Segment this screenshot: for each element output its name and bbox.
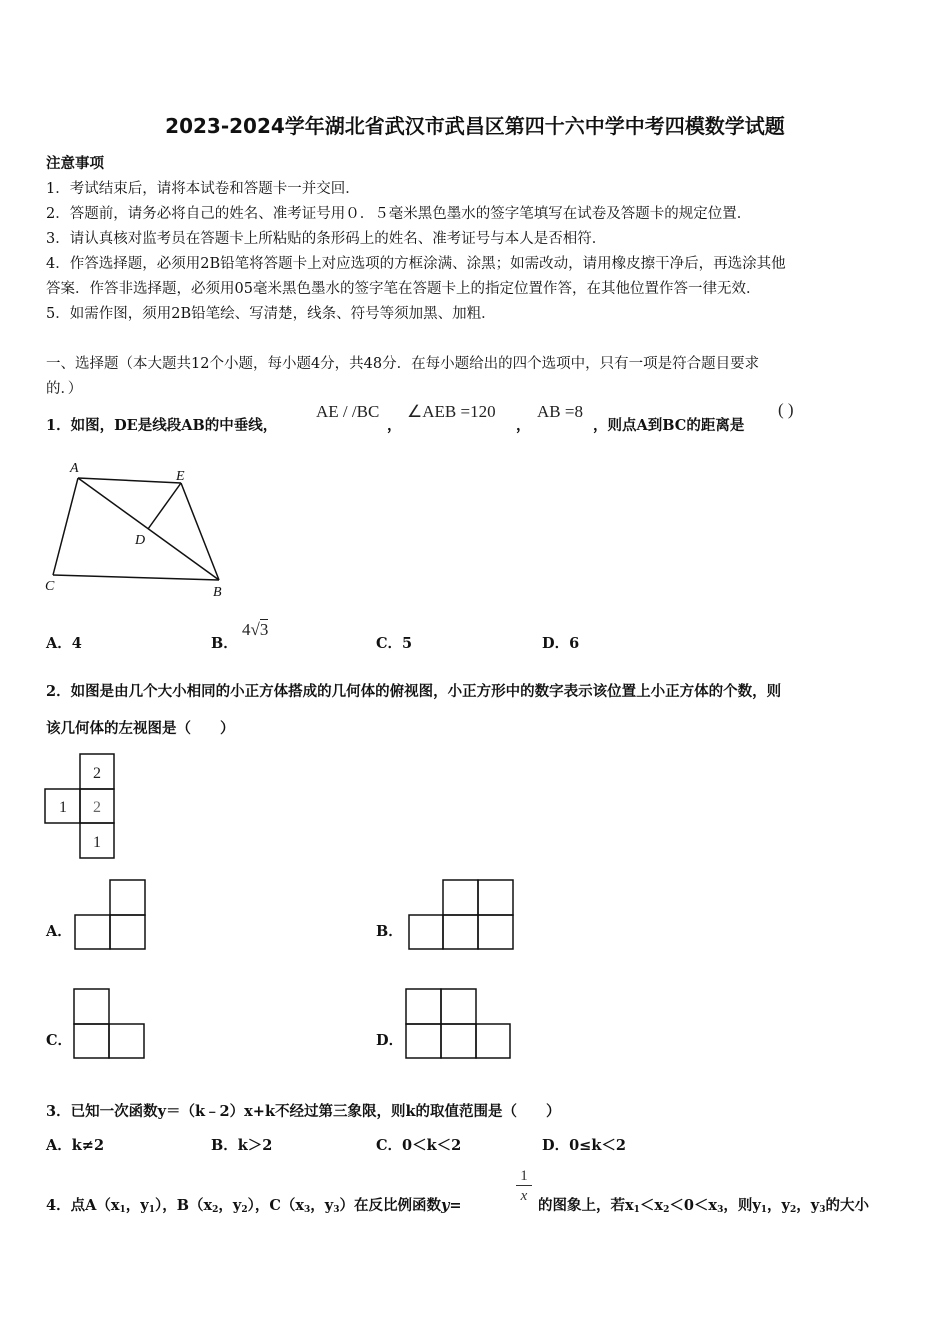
q1-sep-1: ， <box>387 417 402 434</box>
q3-option-c: C．0＜k＜2 <box>376 1137 462 1154</box>
fraction-denominator: x <box>516 1185 532 1206</box>
q2-option-b-label: B． <box>376 923 403 940</box>
notice-item-1: 1．考试结束后，请将本试卷和答题卡一并交回． <box>46 181 360 197</box>
section-heading-cont: 的．） <box>46 381 83 397</box>
q1-math-length: AB =8 <box>537 402 583 421</box>
q3-option-a: A．k≠2 <box>46 1137 105 1154</box>
q2-option-a-figure <box>74 879 148 951</box>
grid-cell-middle: 2 <box>93 799 101 816</box>
q1-option-c: C．5 <box>376 635 413 652</box>
point-label-b: B <box>213 585 222 600</box>
notice-item-2: 2．答题前，请务必将自己的姓名、准考证号用０．５毫米黑色墨水的签字笔填写在试卷及答题卡的规定位置． <box>46 206 752 222</box>
q2-option-d-label: D． <box>376 1032 404 1049</box>
point-label-a: A <box>70 461 79 476</box>
fraction-numerator: 1 <box>520 1168 528 1184</box>
segment-ac <box>53 478 78 575</box>
q1-stem-prefix: 1．如图，DE是线段AB的中垂线， <box>46 417 278 434</box>
q2-option-c-figure <box>73 988 147 1060</box>
q1-sep-2: ， <box>516 417 531 434</box>
point-label-e: E <box>176 469 185 484</box>
q1-math-angle: ∠AEB =120 <box>407 402 496 421</box>
point-label-c: C <box>45 579 55 594</box>
q1-answer-paren: ( ) <box>778 400 794 419</box>
page-title: 2023-2024学年湖北省武汉市武昌区第四十六中学中考四模数学试题 <box>165 114 785 138</box>
q1-stem-suffix: ，则点A到BC的距离是 <box>593 417 745 434</box>
q2-top-view-grid <box>44 753 118 861</box>
radical-sign: √ <box>250 620 260 639</box>
notice-item-3: 3．请认真核对监考员在答题卡上所粘贴的条形码上的姓名、准考证号与本人是否相符． <box>46 231 607 247</box>
notice-item-4: 4．作答选择题，必须用2B铅笔将答题卡上对应选项的方框涂满、涂黑；如需改动，请用橡皮擦干净后，再选涂其他 <box>46 256 786 272</box>
q1-option-a: A．4 <box>46 635 82 652</box>
q1-option-b-label: B． <box>211 635 238 652</box>
q3-option-b: B．k＞2 <box>211 1137 273 1154</box>
q3-option-d: D．0≤k＜2 <box>542 1137 626 1154</box>
segment-cb <box>53 575 219 580</box>
notice-item-5: 5．如需作图，须用2B铅笔绘、写清楚，线条、符号等须加黑、加粗． <box>46 306 496 322</box>
q4-fraction <box>516 1168 532 1206</box>
q2-stem-line1: 2．如图是由几个大小相同的小正方体搭成的几何体的俯视图，小正方形中的数字表示该位置上小正方体的个数，则 <box>46 683 782 700</box>
notice-item-4-cont: 答案．作答非选择题，必须用05毫米黑色墨水的签字笔在答题卡上的指定位置作答，在其他位置作答一律无效． <box>46 281 761 297</box>
q1-math-parallel: AE / /BC <box>316 402 380 421</box>
q3-stem: 3．已知一次函数y＝（k﹣2）x+k不经过第三象限，则k的取值范围是（ ） <box>46 1103 561 1120</box>
q2-option-a-label: A． <box>46 923 72 940</box>
point-label-d: D <box>135 533 146 548</box>
q4-stem-part2: 的图象上，若$x_1<x_2<0<x_3$，则$y_1$，$y_2$，$y_3$的大小 <box>538 1197 869 1215</box>
grid-cell-left: 1 <box>59 799 67 816</box>
q2-option-d-figure <box>405 988 513 1060</box>
segment-ae <box>78 478 181 483</box>
q1-option-b-value: 4√3 <box>242 620 269 639</box>
grid-cell-bottom: 1 <box>93 834 101 851</box>
q1-figure <box>40 455 240 605</box>
q2-stem-line2: 该几何体的左视图是（ ） <box>46 720 235 737</box>
grid-cell-top: 2 <box>93 765 101 782</box>
notice-heading: 注意事项 <box>46 155 104 172</box>
q1-option-d: D．6 <box>542 635 580 652</box>
q2-option-b-figure <box>408 879 516 951</box>
q4-stem-part1: 4．点$A(x_1$，$y_1$），$B(x_2$，$y_2$），$C(x_3$，$y_3$）在反比例函数y= <box>46 1197 462 1215</box>
segment-de <box>148 483 181 529</box>
section-heading: 一、选择题（本大题共12个小题，每小题4分，共48分．在每小题给出的四个选项中，只有一项是符合题目要求 <box>46 356 760 372</box>
q2-option-c-label: C． <box>46 1032 73 1049</box>
